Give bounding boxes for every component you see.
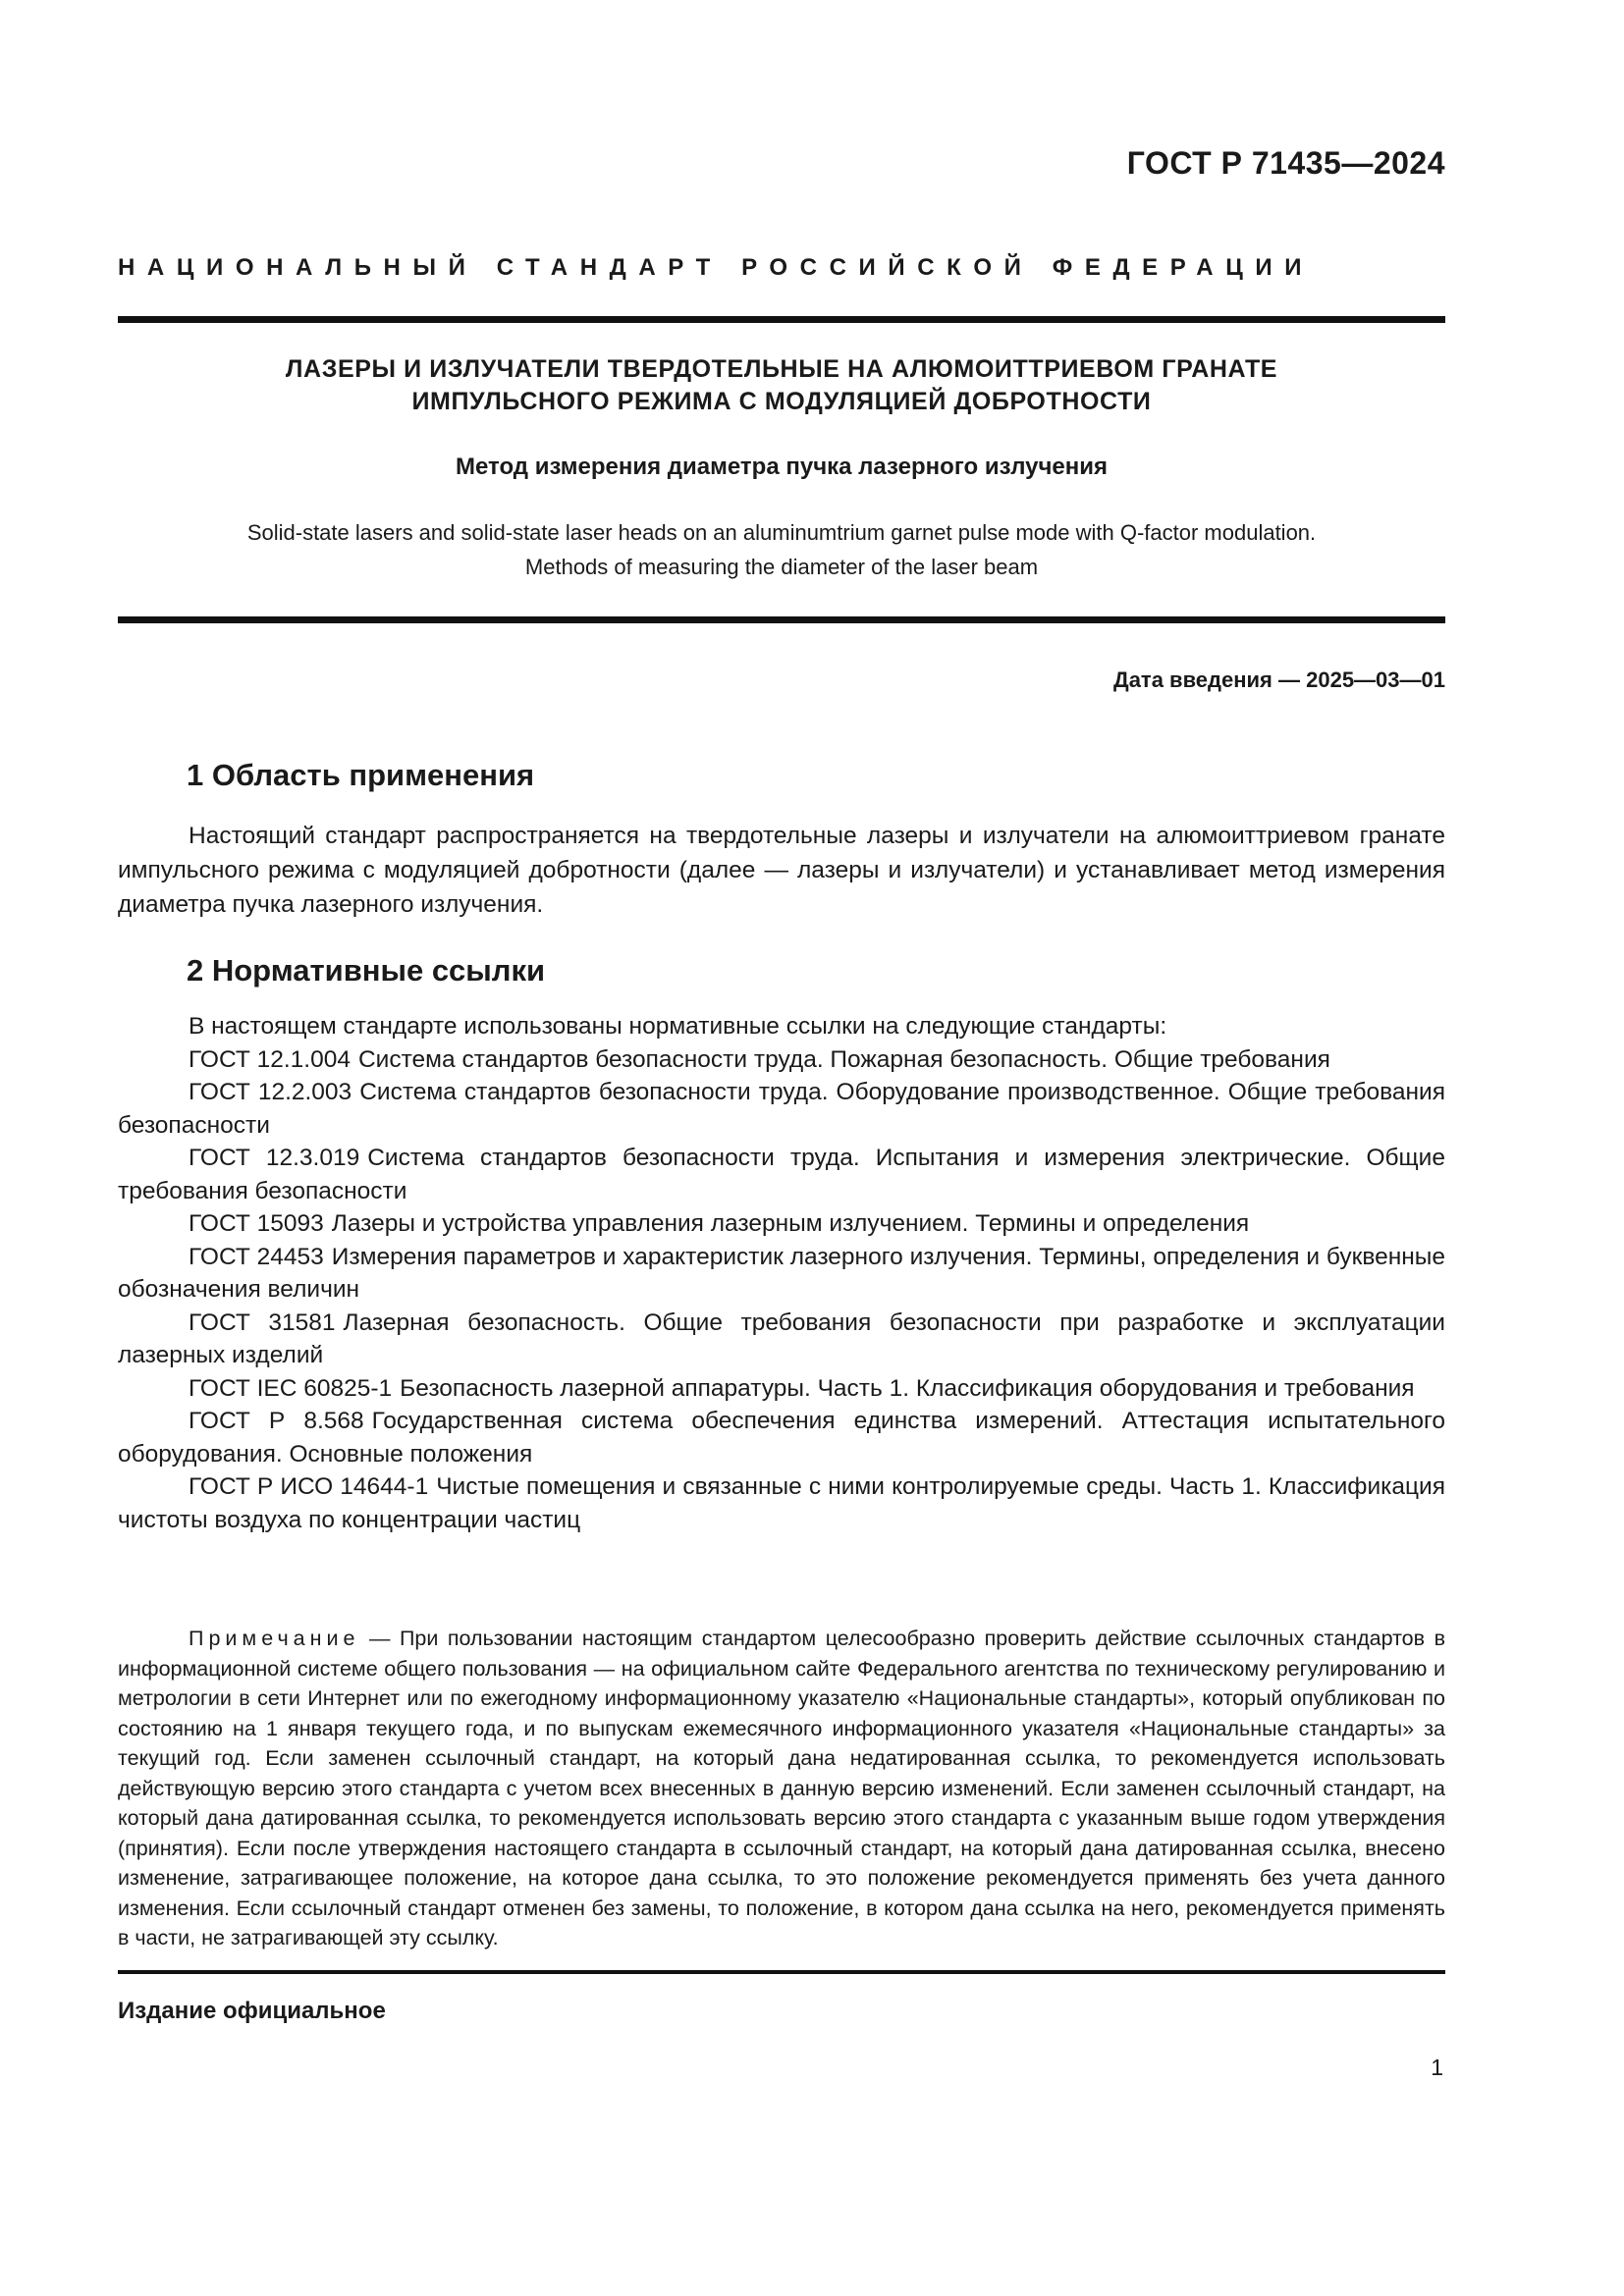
reference-title: Система стандартов безопасности труда. Оборудование производственное. Общие требования безопасности (118, 1079, 1446, 1139)
reference-code: ГОСТ 31581 (189, 1308, 336, 1336)
main-title-line-1: ЛАЗЕРЫ И ИЗЛУЧАТЕЛИ ТВЕРДОТЕЛЬНЫЕ НА АЛЮМОИТТРИЕВОМ ГРАНАТЕ (285, 355, 1278, 383)
section-1-paragraph: Настоящий стандарт распространяется на твердотельные лазеры и излучатели на алюмоиттриевом гранате импульсного режима с модуляцией добротности (далее — лазеры и излучатели) и устанавливает метод измерения диаметра пучка лазерного излучения. (118, 823, 1445, 918)
reference-code: ГОСТ 12.1.004 (189, 1045, 351, 1073)
reference-item (118, 1470, 1445, 1536)
reference-title: Чистые помещения и связанные с ними контролируемые среды. Часть 1. Классификация чистоты воздуха по концентрации частиц (118, 1473, 1446, 1533)
reference-title: Безопасность лазерной аппаратуры. Часть 1. Классификация оборудования и требования (400, 1374, 1415, 1402)
national-standard-title: НАЦИОНАЛЬНЫЙ СТАНДАРТ РОССИЙСКОЙ ФЕДЕРАЦИИ (118, 254, 1315, 281)
note-label: Примечание (189, 1627, 360, 1650)
document-page (118, 0, 1445, 2296)
document-number: ГОСТ Р 71435—2024 (1126, 145, 1445, 181)
title-bottom-divider (118, 616, 1445, 623)
english-title-line-2: Methods of measuring the diameter of the laser beam (524, 555, 1039, 579)
footer-divider (118, 1970, 1445, 1974)
reference-title: Лазеры и устройства управления лазерным излучением. Термины и определения (331, 1210, 1250, 1237)
main-title-line-2: ИМПУЛЬСНОГО РЕЖИМА С МОДУЛЯЦИЕЙ ДОБРОТНОСТИ (411, 388, 1152, 415)
reference-title: Система стандартов безопасности труда. Испытания и измерения электрические. Общие требования безопасности (118, 1145, 1445, 1204)
reference-code: ГОСТ Р ИСО 14644-1 (189, 1473, 429, 1500)
english-title (118, 515, 1445, 584)
top-divider (118, 316, 1445, 323)
reference-item (118, 1043, 1445, 1077)
standard-main-title (118, 353, 1445, 418)
reference-code: ГОСТ 15093 (189, 1210, 324, 1237)
reference-code: ГОСТ 12.3.019 (189, 1145, 360, 1171)
reference-item (118, 1142, 1445, 1207)
reference-item (118, 1372, 1445, 1406)
reference-title: Измерения параметров и характеристик лазерного излучения. Термины, определения и буквенные обозначения величин (118, 1243, 1445, 1303)
section-2-heading: 2 Нормативные ссылки (187, 953, 546, 988)
references-list (118, 1010, 1445, 1536)
reference-item (118, 1076, 1445, 1142)
reference-title: Лазерная безопасность. Общие требования безопасности при разработке и эксплуатации лазерных изделий (118, 1308, 1445, 1368)
reference-code: ГОСТ Р 8.568 (189, 1408, 364, 1434)
reference-item (118, 1405, 1445, 1470)
reference-title: Система стандартов безопасности труда. Пожарная безопасность. Общие требования (357, 1045, 1330, 1073)
reference-code: ГОСТ 24453 (189, 1243, 324, 1270)
references-intro: В настоящем стандарте использованы нормативные ссылки на следующие стандарты: (189, 1013, 1167, 1040)
section-1-heading: 1 Область применения (187, 758, 535, 792)
note-paragraph (118, 1624, 1445, 1953)
standard-subtitle: Метод измерения диаметра пучка лазерного излучения (455, 454, 1109, 480)
references-note (118, 1624, 1445, 1953)
reference-title: Государственная система обеспечения единства измерений. Аттестация испытательного оборудования. Основные положения (118, 1408, 1445, 1468)
introduction-date: Дата введения — 2025—03—01 (1113, 667, 1445, 692)
reference-code: ГОСТ IEC 60825-1 (189, 1374, 393, 1402)
page-number: 1 (1431, 2055, 1443, 2080)
reference-item (118, 1207, 1445, 1241)
note-text: — При пользовании настоящим стандартом целесообразно проверить действие ссылочных стандартов в информационной системе общего пользования — на официальном сайте Федерального агентства по техническому регулированию и метрологии в сети Интернет или по ежегодному информационному указателю «Национальные стандарты», который опубликован по состоянию на 1 января текущего года, и по выпускам ежемесячного информационного указателя «Национальные стандарты» за текущий год. Если заменен ссылочный стандарт, на который дана недатированная ссылка, то рекомендуется использовать действующую версию этого стандарта с учетом всех внесенных в данную версию изменений. Если заменен ссылочный стандарт, на который дана датированная ссылка, то рекомендуется использовать версию этого стандарта с указанным выше годом утверждения (принятия). Если после утверждения настоящего стандарта в ссылочный стандарт, на который дана датированная ссылка, внесено изменение, затрагивающее положение, на которое дана ссылка, то это положение рекомендуется применять без учета данного изменения. Если ссылочный стандарт отменен без замены, то положение, в котором дана ссылка на него, рекомендуется применять в части, не затрагивающей эту ссылку. (118, 1627, 1445, 1949)
reference-code: ГОСТ 12.2.003 (189, 1079, 352, 1105)
official-edition-label: Издание официальное (118, 1998, 386, 2024)
english-title-line-1: Solid-state lasers and solid-state laser heads on an aluminumtrium garnet pulse mode with Q-factor modulation. (246, 520, 1317, 545)
reference-item (118, 1307, 1445, 1372)
reference-item (118, 1241, 1445, 1307)
section-1-body (118, 819, 1445, 922)
